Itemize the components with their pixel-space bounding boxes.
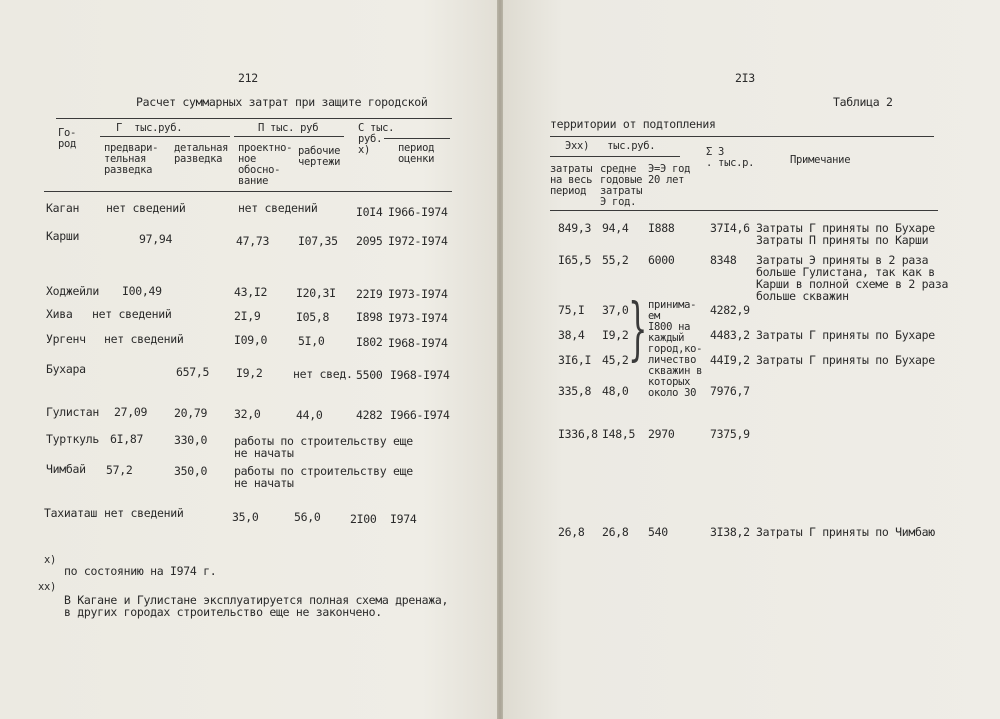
footnote-text: по состоянию на I974 г. (64, 564, 217, 578)
row-project: 2I,9 (234, 309, 261, 323)
p-group-rule (234, 136, 344, 137)
row-sum: 7976,7 (710, 384, 750, 398)
header-sum: Σ З . тыс.р. (706, 146, 755, 169)
row-detailed: 350,0 (174, 464, 208, 478)
row-total-cost: 38,4 (558, 328, 585, 342)
row-drawings: I07,35 (298, 234, 338, 248)
row-status-note: работы по строительству еще не начаты (234, 464, 413, 490)
row-e-20yr: 540 (648, 525, 668, 539)
table-title-cont: территории от подтопления (550, 117, 716, 131)
row-s: I802 (356, 335, 383, 349)
g-group-rule (100, 136, 230, 137)
row-prelim: нет сведений (92, 307, 172, 321)
header-working-drawings: рабочие чертежи (298, 145, 341, 168)
header-s-group: С тыс. руб. х) (358, 122, 395, 156)
header-e-group: Эхх) тыс.руб. (565, 140, 656, 152)
row-drawings: 44,0 (296, 408, 323, 422)
row-project: 47,73 (236, 234, 270, 248)
footnote-mark: хх) (38, 581, 57, 593)
header-project-basis: проектно- ное обосно- вание (238, 142, 293, 187)
row-project: нет сведений (238, 201, 318, 215)
footnote-mark: х) (44, 554, 57, 566)
row-city: Ургенч (46, 332, 86, 346)
row-sum: 7375,9 (710, 427, 750, 441)
row-annual-cost: I9,2 (602, 328, 629, 342)
row-sum: 4483,2 (710, 328, 750, 342)
row-note: Затраты Г приняты по Бухаре Затраты П приняты по Карши (756, 221, 935, 247)
row-project: I9,2 (236, 366, 263, 380)
row-drawings: 5I,0 (298, 334, 325, 348)
row-total-cost: 335,8 (558, 384, 592, 398)
row-period: I974 (390, 512, 417, 526)
row-period: I966-I974 (390, 408, 450, 422)
row-prelim: 97,94 (139, 232, 173, 246)
row-sum: 44I9,2 (710, 353, 750, 367)
row-city: Гулистан (46, 405, 99, 419)
table-title: Расчет суммарных затрат при защите городской (136, 95, 428, 109)
row-sum: 8348 (710, 253, 737, 267)
row-s: 22I9 (356, 287, 383, 301)
row-detailed: 20,79 (174, 406, 208, 420)
footnote-text: В Кагане и Гулистане эксплуатируется полная схема дренажа, в других городах строительство еще не закончено. (64, 593, 449, 619)
header-bottom-rule (550, 210, 938, 211)
row-period: I968-I974 (388, 336, 448, 350)
row-city: Тахиаташ (44, 506, 97, 520)
row-city: Карши (46, 229, 80, 243)
row-prelim: 57,2 (106, 463, 133, 477)
row-sum: 3I38,2 (710, 525, 750, 539)
row-prelim: нет сведений (106, 201, 186, 215)
row-s: 4282 (356, 408, 383, 422)
row-city: Ходжейли (46, 284, 99, 298)
row-period: I966-I974 (388, 205, 448, 219)
row-prelim: нет сведений (104, 332, 184, 346)
row-annual-cost: 45,2 (602, 353, 629, 367)
row-detailed: 657,5 (176, 365, 210, 379)
row-drawings: I05,8 (296, 310, 330, 324)
row-s: I0I4 (356, 205, 383, 219)
row-city: Турткуль (46, 432, 99, 446)
row-sum: 4282,9 (710, 303, 750, 317)
merge-brace: } (628, 290, 648, 369)
s-group-rule (384, 138, 450, 139)
header-city: Го- род (58, 127, 77, 150)
header-e-20yr: Э=Э год 20 лет (648, 163, 691, 186)
row-detailed: 330,0 (174, 433, 208, 447)
row-annual-cost: 48,0 (602, 384, 629, 398)
right-page (503, 0, 1000, 719)
header-top-rule (550, 136, 934, 137)
row-project: 43,I2 (234, 285, 268, 299)
row-city: Хива (46, 307, 73, 321)
header-prelim-survey: предвари- тельная разведка (104, 142, 159, 176)
page-number: 2I3 (735, 71, 755, 85)
row-annual-cost: 26,8 (602, 525, 629, 539)
merged-e-20yr-note: принима- ем I800 на каждый город,ко- личество скважин в которых около 30 (648, 299, 703, 399)
row-e-20yr: 2970 (648, 427, 675, 441)
row-drawings: нет свед. (293, 367, 353, 381)
row-total-cost: 3I6,I (558, 353, 592, 367)
row-sum: 37I4,6 (710, 221, 750, 235)
header-total-cost: затраты на весь период (550, 163, 593, 197)
row-s: 5500 (356, 368, 383, 382)
row-total-cost: 75,I (558, 303, 585, 317)
row-drawings: I20,3I (296, 286, 336, 300)
page-number: 212 (238, 71, 258, 85)
header-period: период оценки (398, 142, 435, 165)
left-page (0, 0, 497, 719)
row-total-cost: I336,8 (558, 427, 598, 441)
header-top-rule (56, 118, 452, 119)
row-s: 2095 (356, 234, 383, 248)
row-city: Чимбай (46, 462, 86, 476)
row-status-note: работы по строительству еще не начаты (234, 434, 413, 460)
row-annual-cost: 37,0 (602, 303, 629, 317)
row-project: I09,0 (234, 333, 268, 347)
row-total-cost: I65,5 (558, 253, 592, 267)
row-prelim: I00,49 (122, 284, 162, 298)
row-city: Каган (46, 201, 80, 215)
e-group-rule (550, 156, 680, 157)
row-drawings: 56,0 (294, 510, 321, 524)
row-period: I968-I974 (390, 368, 450, 382)
header-g-group: Г тыс.руб. (116, 122, 183, 134)
header-bottom-rule (44, 191, 452, 192)
row-total-cost: 26,8 (558, 525, 585, 539)
row-period: I973-I974 (388, 287, 448, 301)
table-label: Таблица 2 (833, 95, 893, 109)
row-total-cost: 849,3 (558, 221, 592, 235)
row-period: I973-I974 (388, 311, 448, 325)
row-period: I972-I974 (388, 234, 448, 248)
row-prelim: нет сведений (104, 506, 184, 520)
row-project: 35,0 (232, 510, 259, 524)
row-e-20yr: I888 (648, 221, 675, 235)
row-s: I898 (356, 310, 383, 324)
header-p-group: П тыс. руб (258, 122, 319, 134)
header-detailed-survey: детальная разведка (174, 142, 229, 165)
row-annual-cost: I48,5 (602, 427, 636, 441)
row-note: Затраты Г приняты по Чимбаю (756, 525, 935, 539)
row-s: 2I00 (350, 512, 377, 526)
row-note: Затраты Г приняты по Бухаре (756, 328, 935, 342)
row-prelim: 6I,87 (110, 432, 144, 446)
row-note: Затраты Г приняты по Бухаре (756, 353, 935, 367)
row-annual-cost: 94,4 (602, 221, 629, 235)
row-city: Бухара (46, 362, 86, 376)
row-note: Затраты Э приняты в 2 раза больше Гулистана, так как в Карши в полной схеме в 2 раза больше скважин (756, 253, 949, 303)
row-annual-cost: 55,2 (602, 253, 629, 267)
header-annual-cost: средне годовые затраты Э год. (600, 163, 643, 208)
header-note: Примечание (790, 154, 851, 166)
row-project: 32,0 (234, 407, 261, 421)
row-prelim: 27,09 (114, 405, 148, 419)
row-e-20yr: 6000 (648, 253, 675, 267)
